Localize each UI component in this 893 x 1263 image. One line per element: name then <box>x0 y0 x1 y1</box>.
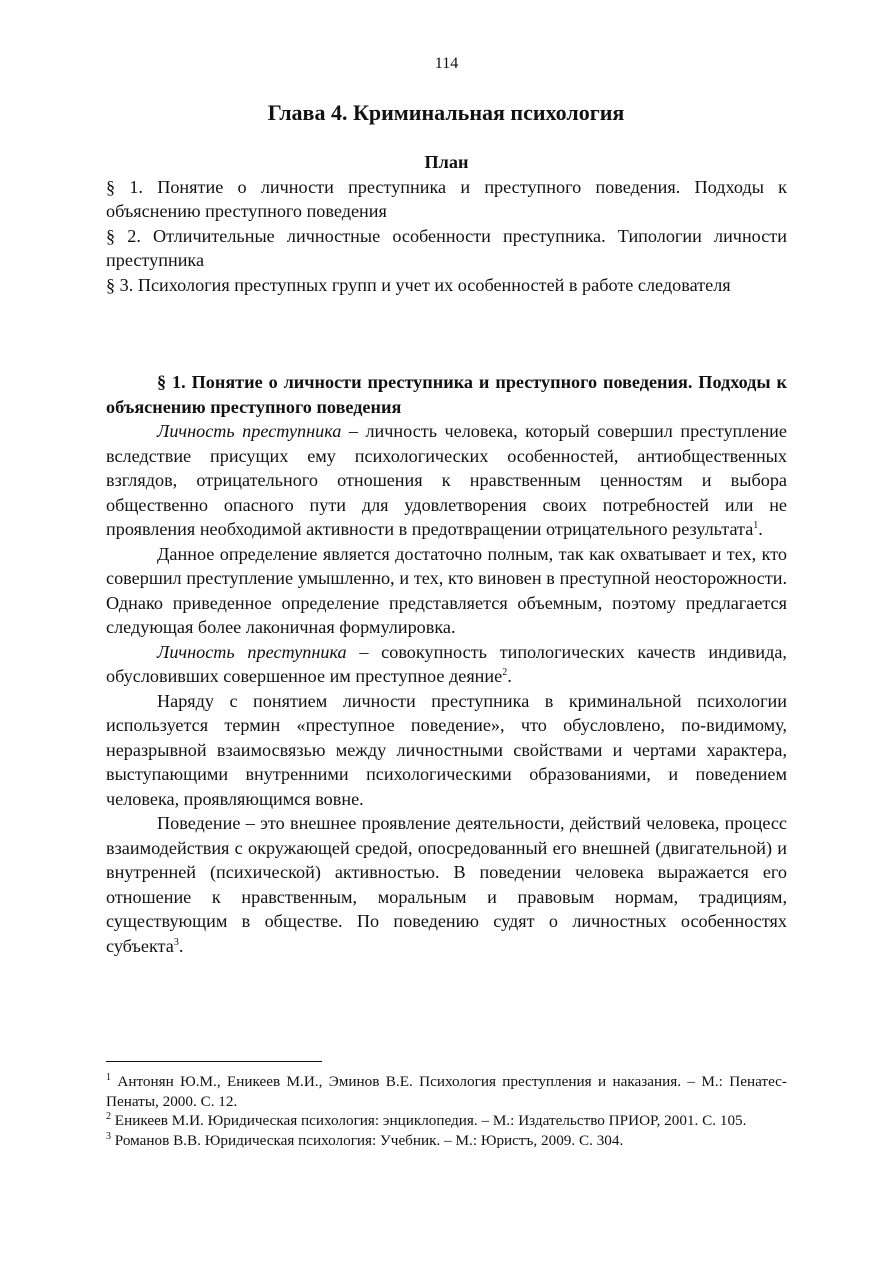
plan-title: План <box>424 152 469 172</box>
paragraph-text: – совокупность типологических качеств индивида, обусловивших совершенное им преступное деяние <box>106 641 787 686</box>
footnote-mark: 3 <box>106 1130 111 1142</box>
plan-block <box>106 150 787 297</box>
footnote-text: Еникеев М.И. Юридическая психология: энциклопедия. – М.: Издательство ПРИОР, 2001. С. 105. <box>111 1112 747 1129</box>
footnote-text: Антонян Ю.М., Еникеев М.И., Эминов В.Е. Психология преступления и наказания. – М.: Пенатес-Пенаты, 2000. С. 12. <box>106 1073 787 1110</box>
paragraph-text: – личность человека, который совершил преступление вследствие присущих ему психологических особенностей, антиобщественных взглядов, отрицательного отношения к нравственным ценностям и выбора общественно опасного пути для удовлетворения своих потребностей или не проявления необходимой активности в предотвращении отрицательного результата <box>106 421 787 539</box>
footnote-ref[interactable]: 1 <box>753 520 759 531</box>
footnote-mark: 1 <box>106 1072 111 1083</box>
paragraph <box>106 542 787 640</box>
section-1 <box>106 370 787 958</box>
footnote-mark: 2 <box>106 1111 111 1122</box>
term: Личность преступника <box>157 641 347 662</box>
paragraph-end: . <box>507 666 512 686</box>
plan-item: § 2. Отличительные личностные особенности преступника. Типологии личности преступника <box>106 225 787 270</box>
footnote-ref[interactable]: 3 <box>173 936 179 948</box>
paragraph <box>106 689 787 812</box>
paragraph <box>106 811 787 958</box>
paragraph-end: . <box>178 935 184 956</box>
paragraph <box>106 419 787 542</box>
footnote-separator <box>106 1061 322 1062</box>
footnote-text: Романов В.В. Юридическая психология: Учебник. – М.: Юристъ, 2009. С. 304. <box>111 1131 624 1149</box>
plan-item: § 1. Понятие о личности преступника и преступного поведения. Подходы к объяснению преступного поведения <box>106 176 787 221</box>
footnote <box>106 1072 787 1111</box>
page-number: 114 <box>434 55 459 72</box>
chapter-title: Глава 4. Криминальная психология <box>267 100 625 125</box>
footnotes <box>106 1072 787 1150</box>
paragraph-text: Данное определение является достаточно полным, так как охватывает и тех, кто совершил преступление умышленно, и тех, кто виновен в преступной неосторожности. Однако приведенное определение представляется объемным, поэтому предлагается следующая более лаконичная формулировка. <box>106 543 787 637</box>
paragraph-end: . <box>758 519 763 539</box>
section-heading: § 1. Понятие о личности преступника и преступного поведения. Подходы к объяснению преступного поведения <box>106 372 787 417</box>
paragraph-text: Поведение – это внешнее проявление деятельности, действий человека, процесс взаимодействия с окружающей средой, опосредованный его внешней (двигательной) и внутренней (психической) активностью. В поведении человека выражается его отношение к нравственным, моральным и правовым нормам, традициям, существующим в обществе. По поведению судят о личностных особенностях субъекта <box>106 813 787 956</box>
plan-item: § 3. Психология преступных групп и учет их особенностей в работе следователя <box>106 274 731 295</box>
footnote <box>106 1111 787 1131</box>
term: Личность преступника <box>157 421 342 441</box>
footnote <box>106 1131 787 1151</box>
paragraph <box>106 640 787 689</box>
footnote-ref[interactable]: 2 <box>502 667 508 678</box>
paragraph-text: Наряду с понятием личности преступника в криминальной психологии используется термин «преступное поведение», что обусловлено, по-видимому, неразрывной взаимосвязью между личностными свойствами и чертами характера, выступающими внутренними психологическими образованиями, и поведением человека, проявляющимся вовне. <box>106 690 787 809</box>
